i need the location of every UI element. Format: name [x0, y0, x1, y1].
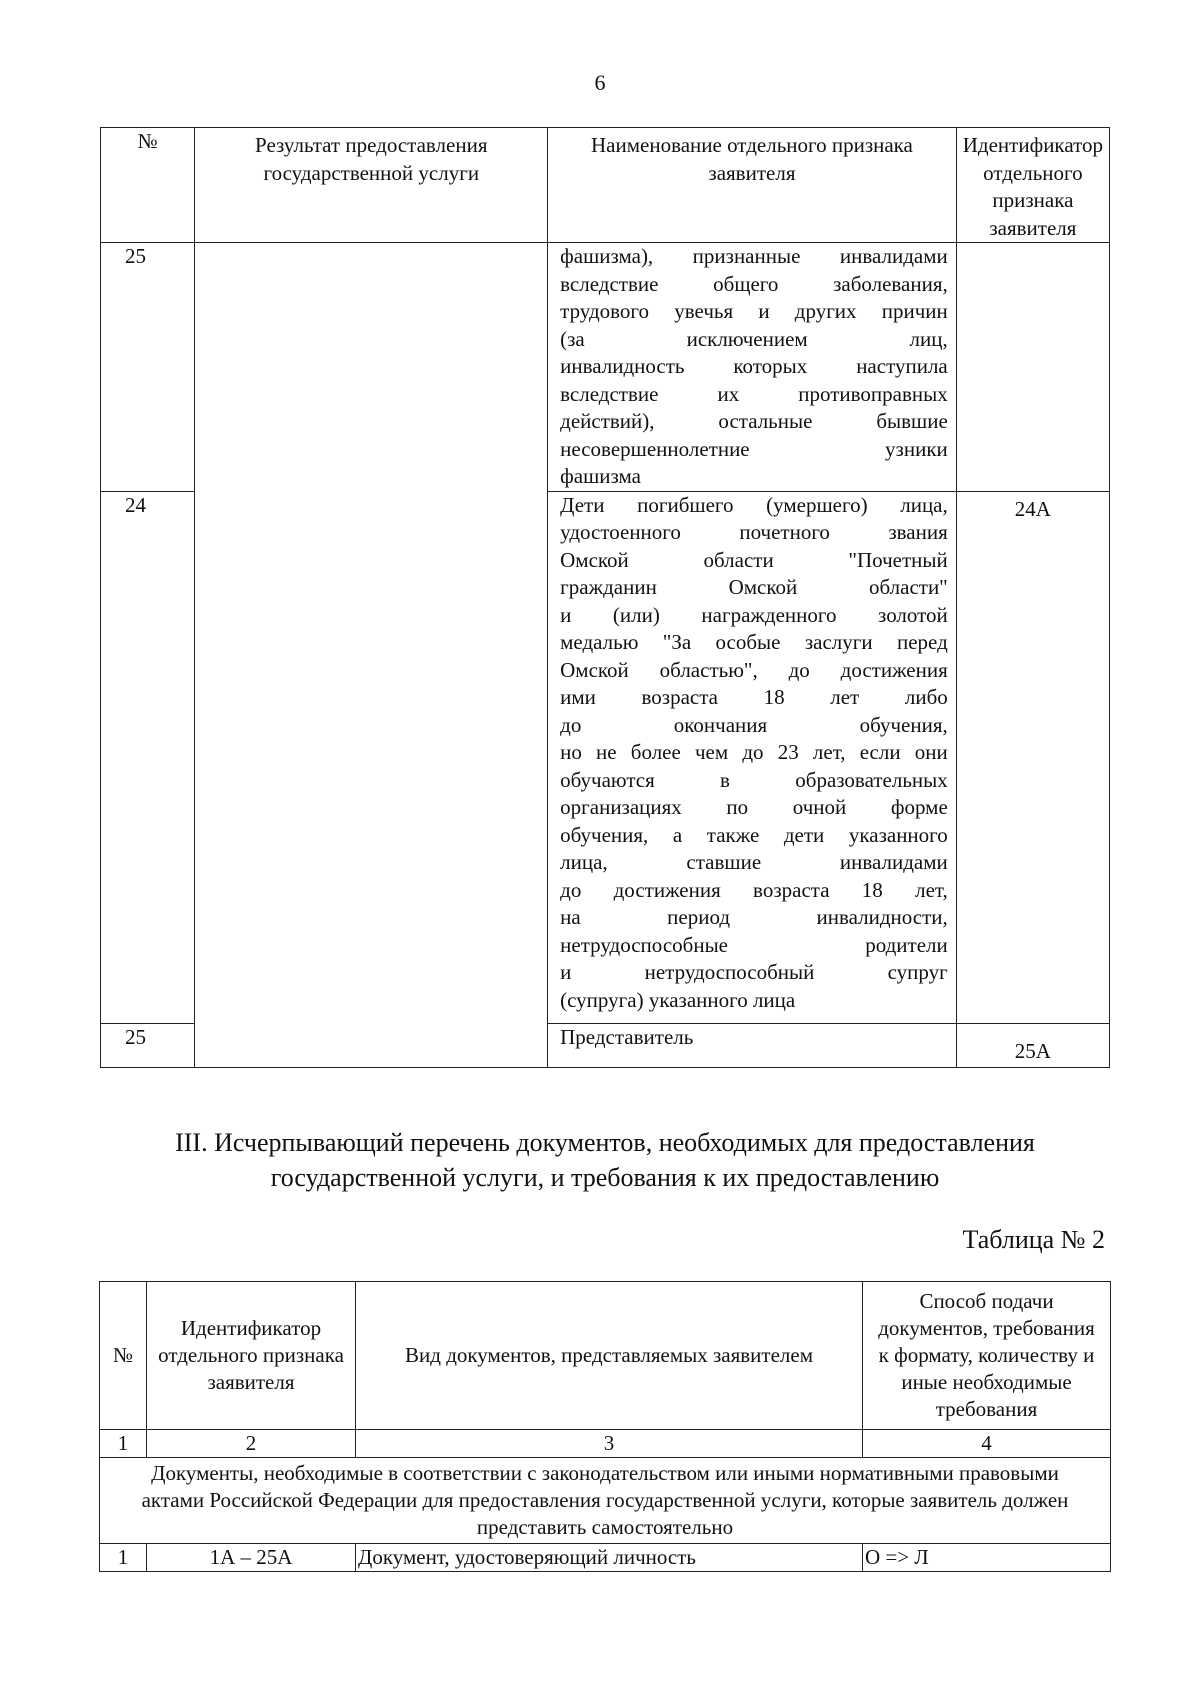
row-number: 24 [101, 491, 195, 1023]
table1-header-result: Результат предоставления государственной услуги [195, 128, 548, 243]
table-row [101, 243, 1110, 492]
applicant-features-table [100, 127, 1110, 1068]
text-line: ими возраста 18 лет либо [560, 685, 948, 709]
text-line: удостоенного почетного звания [560, 520, 948, 544]
table2-column-numbers [100, 1430, 1111, 1458]
table2-header-num: № [100, 1282, 147, 1430]
result-cell-merged [195, 243, 548, 1068]
feature-name-cell [548, 1023, 957, 1067]
text-line: инвалидность которых наступила [560, 354, 948, 378]
text-line: и (или) награжденного золотой [560, 602, 948, 627]
table2-section-row [100, 1458, 1111, 1544]
feature-name-text [548, 492, 956, 1015]
text-line: до достижения возраста 18 лет, [560, 877, 948, 902]
text-line: трудового увечья и других причин [560, 299, 948, 323]
text-line: вследствие их противоправных [560, 381, 948, 406]
text-line: несовершеннолетние узники [560, 436, 948, 461]
text-line: (за исключением лиц, [560, 326, 948, 351]
page-number: 6 [594, 70, 606, 95]
text-line: действий), остальные бывшие [560, 409, 948, 433]
row-id: 1А – 25А [147, 1544, 356, 1572]
text-line: организациях по очной форме [560, 795, 948, 819]
documents-table [99, 1281, 1111, 1572]
column-number: 4 [863, 1430, 1111, 1458]
table2-header-kind: Вид документов, представляемых заявителем [356, 1282, 863, 1430]
table1-header-id: Идентификатор отдельного признака заявителя [956, 128, 1109, 243]
table2-header-row [100, 1282, 1111, 1430]
text-line: Омской области "Почетный [560, 547, 948, 572]
table2-header-method: Способ подачи документов, требования к формату, количеству и иные необходимые требования [863, 1282, 1111, 1430]
text-line: гражданин Омской области" [560, 575, 948, 599]
feature-name-text [548, 243, 956, 491]
column-number: 2 [147, 1430, 356, 1458]
text-line: до окончания обучения, [560, 712, 948, 737]
table1-header-row [101, 128, 1110, 243]
text-line: Дети погибшего (умершего) лица, [560, 492, 948, 517]
feature-name-text [548, 1024, 956, 1052]
row-number: 25 [101, 1023, 195, 1067]
table-label: Таблица № 2 [962, 1225, 1105, 1254]
section-row-text: Документы, необходимые в соответствии с законодательством или иными нормативными правовыми актами Российской Федерации для предоставления государственной услуги, которые заявитель должен представить самостоятельно [100, 1458, 1111, 1544]
text-line: но не более чем до 23 лет, если они [560, 740, 948, 764]
feature-name-cell [548, 491, 957, 1023]
table2-header-id: Идентификатор отдельного признака заявителя [147, 1282, 356, 1430]
text-line: и нетрудоспособный супруг [560, 960, 948, 984]
feature-id-cell: 24А [956, 491, 1109, 1023]
text-line: медалью "За особые заслуги перед [560, 630, 948, 654]
section-heading-line: III. Исчерпывающий перечень документов, необходимых для предоставления [175, 1128, 1035, 1157]
column-number: 1 [100, 1430, 147, 1458]
text-line: лица, ставшие инвалидами [560, 850, 948, 874]
text-line: (супруга) указанного лица [560, 987, 796, 1012]
row-document-kind: Документ, удостоверяющий личность [356, 1544, 863, 1572]
column-number: 3 [356, 1430, 863, 1458]
row-number: 25 [101, 243, 195, 492]
text-line: обучаются в образовательных [560, 767, 948, 792]
text-line: вследствие общего заболевания, [560, 271, 948, 296]
text-line: нетрудоспособные родители [560, 932, 948, 957]
table1-header-name: Наименование отдельного признака заявителя [548, 128, 957, 243]
feature-id-cell [956, 243, 1109, 492]
section-heading [100, 1125, 1110, 1195]
section-heading-line: государственной услуги, и требования к их предоставлению [270, 1163, 940, 1192]
text-line: Представитель [560, 1024, 694, 1049]
row-number: 1 [100, 1544, 147, 1572]
table1-header-num: № [101, 128, 195, 243]
feature-id-cell: 25А [956, 1023, 1109, 1067]
text-line: обучения, а также дети указанного [560, 822, 948, 847]
table-row [100, 1544, 1111, 1572]
feature-name-cell [548, 243, 957, 492]
text-line: Омской областью", до достижения [560, 657, 948, 682]
text-line: на период инвалидности, [560, 905, 948, 929]
row-method: О => Л [863, 1544, 1111, 1572]
text-line: фашизма), признанные инвалидами [560, 244, 948, 268]
text-line: фашизма [560, 464, 641, 488]
